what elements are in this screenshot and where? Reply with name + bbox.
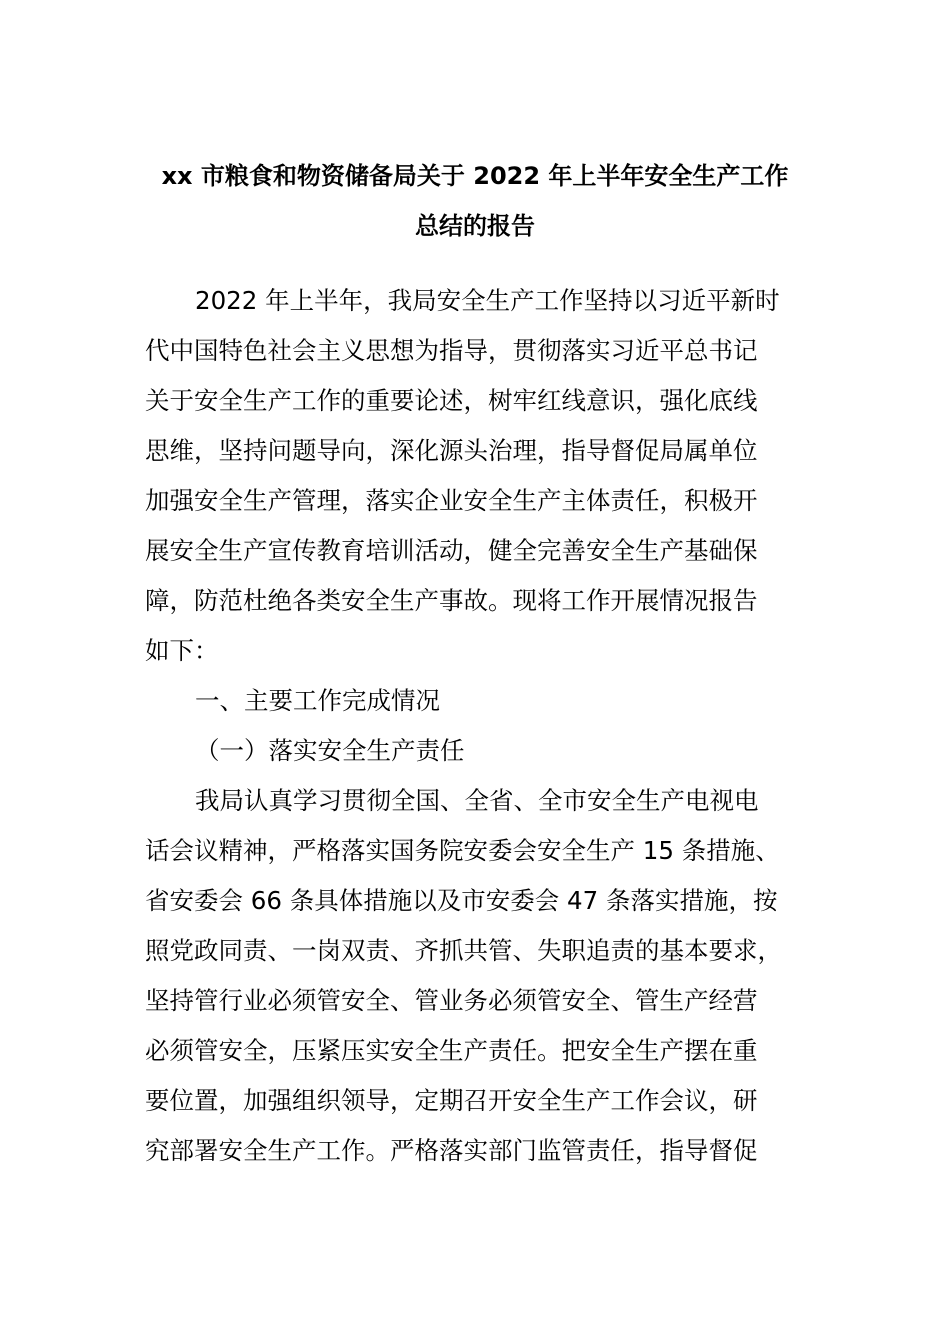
paragraph-line: 代中国特色社会主义思想为指导，贯彻落实习近平总书记 [145,336,758,365]
paragraph-line: 如下： [145,636,219,665]
paragraph-line: 照党政同责、一岗双责、齐抓共管、失职追责的基本要求， [145,936,782,965]
paragraph-line: 坚持管行业必须管安全、管业务必须管安全、管生产经营 [145,986,758,1015]
section-heading: 一、主要工作完成情况 [195,686,440,715]
document-title-line-1: xx 市粮食和物资储备局关于 2022 年上半年安全生产工作 [161,162,789,190]
paragraph-line: 话会议精神，严格落实国务院安委会安全生产 15 条措施、 [145,836,780,865]
paragraph-line: 思维，坚持问题导向，深化源头治理，指导督促局属单位 [145,436,758,465]
paragraph-line: 关于安全生产工作的重要论述，树牢红线意识，强化底线 [145,386,758,415]
subsection-heading: （一）落实安全生产责任 [195,736,465,765]
paragraph-line: 障，防范杜绝各类安全生产事故。现将工作开展情况报告 [145,586,758,615]
paragraph-line: 必须管安全，压紧压实安全生产责任。把安全生产摆在重 [145,1036,758,1065]
paragraph-line: 要位置，加强组织领导，定期召开安全生产工作会议，研 [145,1086,758,1115]
paragraph-line: 究部署安全生产工作。严格落实部门监管责任，指导督促 [145,1136,758,1165]
paragraph-line: 我局认真学习贯彻全国、全省、全市安全生产电视电 [195,786,759,815]
paragraph-line: 加强安全生产管理，落实企业安全生产主体责任，积极开 [145,486,758,515]
document-title-line-2: 总结的报告 [415,212,535,240]
paragraph-line: 2022 年上半年，我局安全生产工作坚持以习近平新时 [195,286,780,315]
paragraph-line: 展安全生产宣传教育培训活动，健全完善安全生产基础保 [145,536,758,565]
paragraph-line: 省安委会 66 条具体措施以及市安委会 47 条落实措施，按 [145,886,778,915]
